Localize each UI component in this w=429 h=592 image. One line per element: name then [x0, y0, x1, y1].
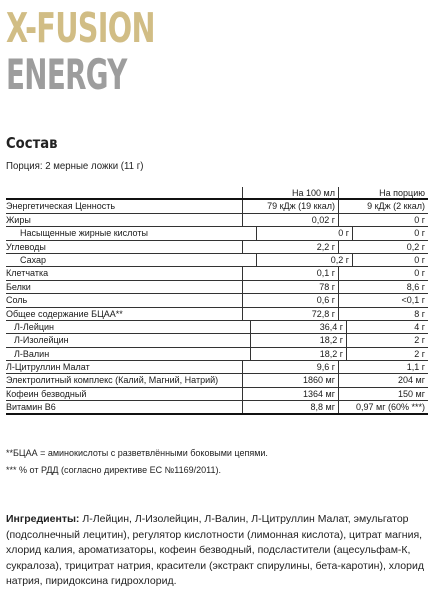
nutrient-name: Углеводы — [6, 241, 46, 252]
per100-value: 1364 мг — [242, 388, 338, 400]
nutrient-name: Электролитный комплекс (Калий, Магний, Натрий) — [6, 375, 219, 386]
table-row — [6, 348, 428, 361]
per-serving-value: 8 г — [338, 308, 428, 320]
header-name-cell — [6, 187, 242, 198]
per-serving-value: 9 кДж (2 ккал) — [338, 200, 428, 212]
portion-size: Порция: 2 мерные ложки (11 г) — [6, 160, 144, 172]
table-row — [6, 308, 428, 321]
nutrition-table — [6, 187, 428, 415]
per100-value: 79 кДж (19 ккал) — [242, 200, 338, 212]
per100-value: 0,02 г — [242, 214, 338, 226]
per-serving-value: 0,97 мг (60% ***) — [338, 401, 428, 412]
nutrient-name: Кофеин безводный — [6, 388, 87, 399]
per-serving-value: 0 г — [338, 214, 428, 226]
nutrient-name: Энергетическая Ценность — [6, 201, 116, 212]
nutrient-name: Клетчатка — [6, 268, 49, 279]
per-serving-value: 2 г — [346, 348, 428, 360]
table-row — [6, 334, 428, 347]
bcaa-footnote: **БЦАА = аминокислоты с разветвлёнными боковыми цепями. — [6, 448, 268, 458]
per-serving-value: 0 г — [338, 267, 428, 279]
nutrient-name: Витамин B6 — [6, 402, 56, 413]
rda-footnote: *** % от РДД (согласно директиве ЕС №1169/2011). — [6, 465, 221, 475]
per-serving-value: 204 мг — [338, 374, 428, 386]
header-per-serving-cell: На порцию — [338, 187, 428, 198]
per100-value: 18,2 г — [250, 334, 346, 346]
table-row — [6, 321, 428, 334]
table-header-row — [6, 187, 428, 200]
ingredients-label: Ингредиенты: — [6, 513, 80, 525]
table-row — [6, 241, 428, 254]
per100-value: 9,6 г — [242, 361, 338, 373]
table-row — [6, 227, 428, 240]
table-row — [6, 267, 428, 280]
table-row — [6, 281, 428, 294]
per-serving-value: 0 г — [352, 227, 428, 239]
per100-value: 8,8 мг — [242, 401, 338, 412]
table-row — [6, 254, 428, 267]
per100-value: 72,8 г — [242, 308, 338, 320]
per-serving-value: 2 г — [346, 334, 428, 346]
per-serving-value: 8,6 г — [338, 281, 428, 293]
per-serving-value: 150 мг — [338, 388, 428, 400]
table-row — [6, 361, 428, 374]
table-row — [6, 374, 428, 387]
per100-value: 0,1 г — [242, 267, 338, 279]
per-serving-value: 0 г — [352, 254, 428, 266]
per-serving-value: 0,2 г — [338, 241, 428, 253]
table-row — [6, 388, 428, 401]
ingredients-block — [6, 512, 426, 590]
per-serving-value: 1,1 г — [338, 361, 428, 373]
footnotes — [6, 445, 268, 479]
per-serving-value: 4 г — [346, 321, 428, 333]
nutrient-name: Насыщенные жирные кислоты — [20, 228, 148, 239]
per100-value: 78 г — [242, 281, 338, 293]
per100-value: 36,4 г — [250, 321, 346, 333]
brand-name: X-FUSION — [6, 4, 155, 52]
header-per100-cell: На 100 мл — [242, 187, 338, 198]
per100-value: 2,2 г — [242, 241, 338, 253]
ingredients-text: Л-Лейцин, Л-Изолейцин, Л-Валин, Л-Цитруллин Малат, эмульгатор (подсолнечный лецитин), регулятор кислотности (лимонная кислота), цитрат магния, хлорид калия, ароматизаторы, кофеин безводный, подсластители (ацесульфам-К, сукралоза), трицитрат натрия, красители (экстракт спирулины, бета-каротин), хлорид натрия, пиридоксина гидрохлорид. — [6, 513, 424, 587]
per100-value: 0,6 г — [242, 294, 338, 306]
table-row — [6, 294, 428, 307]
per100-value: 0 г — [256, 227, 352, 239]
table-row — [6, 200, 428, 213]
nutrient-name: Жиры — [6, 214, 31, 225]
nutrient-name: Белки — [6, 281, 31, 292]
per100-value: 1860 мг — [242, 374, 338, 386]
product-name: ENERGY — [6, 50, 127, 99]
nutrient-name: Соль — [6, 295, 28, 306]
nutrient-name: Общее содержание БЦАА** — [6, 308, 123, 319]
composition-heading: Состав — [6, 134, 58, 152]
table-row — [6, 214, 428, 227]
per-serving-value: <0,1 г — [338, 294, 428, 306]
nutrient-name: Л-Валин — [14, 348, 50, 359]
nutrient-name: Л-Изолейцин — [14, 335, 69, 346]
nutrient-name: Л-Цитруллин Малат — [6, 362, 90, 373]
table-row — [6, 401, 428, 414]
per100-value: 18,2 г — [250, 348, 346, 360]
nutrient-name: Сахар — [20, 254, 47, 265]
nutrient-name: Л-Лейцин — [14, 321, 54, 332]
per100-value: 0,2 г — [256, 254, 352, 266]
